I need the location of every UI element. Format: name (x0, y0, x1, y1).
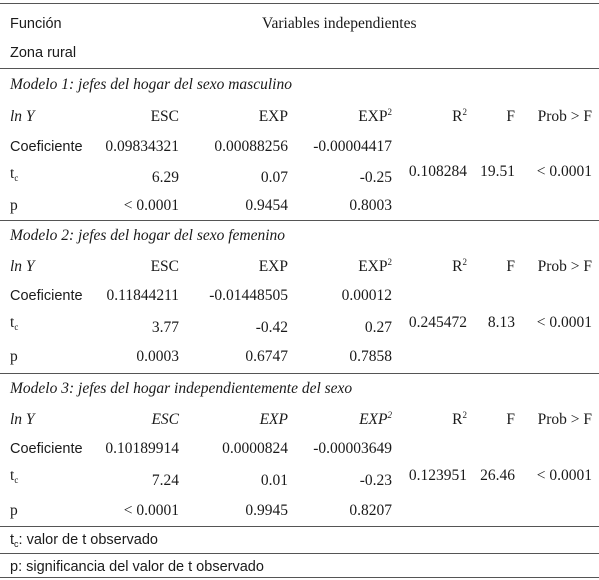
p-esc: 0.0003 (136, 348, 179, 365)
row-label-tc: $t_c$ (10, 165, 19, 183)
tc-esc: 3.77 (151, 319, 179, 336)
model-r2: 0.245472 (408, 314, 467, 331)
coef-esc: 0.09834321 (105, 138, 179, 155)
model-prob: < 0.0001 (536, 163, 592, 180)
row-label-p: p (10, 502, 18, 519)
row-label-coef: Coeficiente (10, 288, 83, 304)
tc-exp: 0.01 (260, 472, 288, 489)
coef-exp2: -0.00004417 (313, 138, 392, 155)
col-r2-header: $R^2$ (452, 410, 467, 428)
row-label-tc: $t_c$ (10, 467, 19, 485)
tc-exp2: -0.25 (359, 169, 392, 186)
table-rule (0, 553, 599, 554)
tc-exp: 0.07 (260, 169, 288, 186)
table-rule (0, 526, 599, 527)
col-exp-header: EXP (258, 108, 288, 125)
col-exp-header: EXP (258, 258, 288, 275)
header-variables: Variables independientes (262, 15, 417, 32)
table-rule (0, 373, 599, 374)
coef-exp: 0.00088256 (214, 138, 288, 155)
model-r2: 0.108284 (408, 163, 467, 180)
dep-var-label: ln Y (10, 258, 35, 275)
coef-exp2: 0.00012 (341, 287, 392, 304)
col-exp-header: EXP (259, 411, 288, 428)
row-label-tc: $t_c$ (10, 314, 19, 332)
row-label-coef: Coeficiente (10, 139, 83, 155)
col-r2-header: $R^2$ (452, 257, 467, 275)
col-prob-header: Prob > F (537, 258, 592, 275)
model-title: Modelo 2: jefes del hogar del sexo femenino (10, 227, 286, 244)
note-p: p: significancia del valor de t observado (10, 559, 264, 575)
col-exp2-header: EXP$^2$ (359, 410, 392, 428)
model-f: 8.13 (487, 314, 515, 331)
tc-exp2: -0.23 (359, 472, 392, 489)
header-zone: Zona rural (10, 45, 77, 61)
col-f-header: F (506, 411, 515, 428)
coef-esc: 0.10189914 (105, 440, 179, 457)
note-tc: $t_c$: valor de t observado (10, 532, 158, 549)
p-exp2: 0.8207 (349, 502, 392, 519)
tc-exp: -0.42 (255, 319, 288, 336)
col-esc-header: ESC (151, 411, 179, 428)
col-exp2-header: EXP$^2$ (358, 257, 392, 275)
p-exp: 0.9454 (245, 197, 288, 214)
row-label-p: p (10, 197, 18, 214)
col-esc-header: ESC (150, 108, 179, 125)
coef-exp2: -0.00003649 (313, 440, 392, 457)
col-f-header: F (506, 108, 515, 125)
tc-esc: 6.29 (151, 169, 179, 186)
model-r2: 0.123951 (408, 467, 467, 484)
header-funcion: Función (10, 16, 62, 32)
coef-exp: -0.01448505 (209, 287, 288, 304)
row-label-coef: Coeficiente (10, 441, 83, 457)
model-f: 19.51 (480, 163, 515, 180)
table-rule (0, 3, 599, 4)
coef-esc: 0.11844211 (106, 287, 179, 304)
p-exp2: 0.7858 (349, 348, 392, 365)
col-esc-header: ESC (150, 258, 179, 275)
table-rule (0, 220, 599, 221)
p-esc: < 0.0001 (123, 197, 179, 214)
col-prob-header: Prob > F (537, 108, 592, 125)
dep-var-label: ln Y (10, 108, 35, 125)
tc-exp2: 0.27 (364, 319, 392, 336)
col-r2-header: $R^2$ (452, 107, 467, 125)
table-rule (0, 577, 599, 578)
model-prob: < 0.0001 (536, 314, 592, 331)
model-prob: < 0.0001 (536, 467, 592, 484)
model-title: Modelo 1: jefes del hogar del sexo masculino (10, 76, 292, 93)
col-exp2-header: EXP$^2$ (358, 107, 392, 125)
coef-exp: 0.0000824 (222, 440, 288, 457)
model-f: 26.46 (480, 467, 515, 484)
tc-esc: 7.24 (151, 472, 179, 489)
p-exp2: 0.8003 (349, 197, 392, 214)
model-title: Modelo 3: jefes del hogar independientemente del sexo (10, 380, 353, 397)
col-f-header: F (506, 258, 515, 275)
dep-var-label: ln Y (10, 411, 35, 428)
table-rule (0, 68, 599, 69)
col-prob-header: Prob > F (537, 411, 592, 428)
p-exp: 0.9945 (245, 502, 288, 519)
row-label-p: p (10, 348, 18, 365)
p-esc: < 0.0001 (123, 502, 179, 519)
p-exp: 0.6747 (245, 348, 288, 365)
